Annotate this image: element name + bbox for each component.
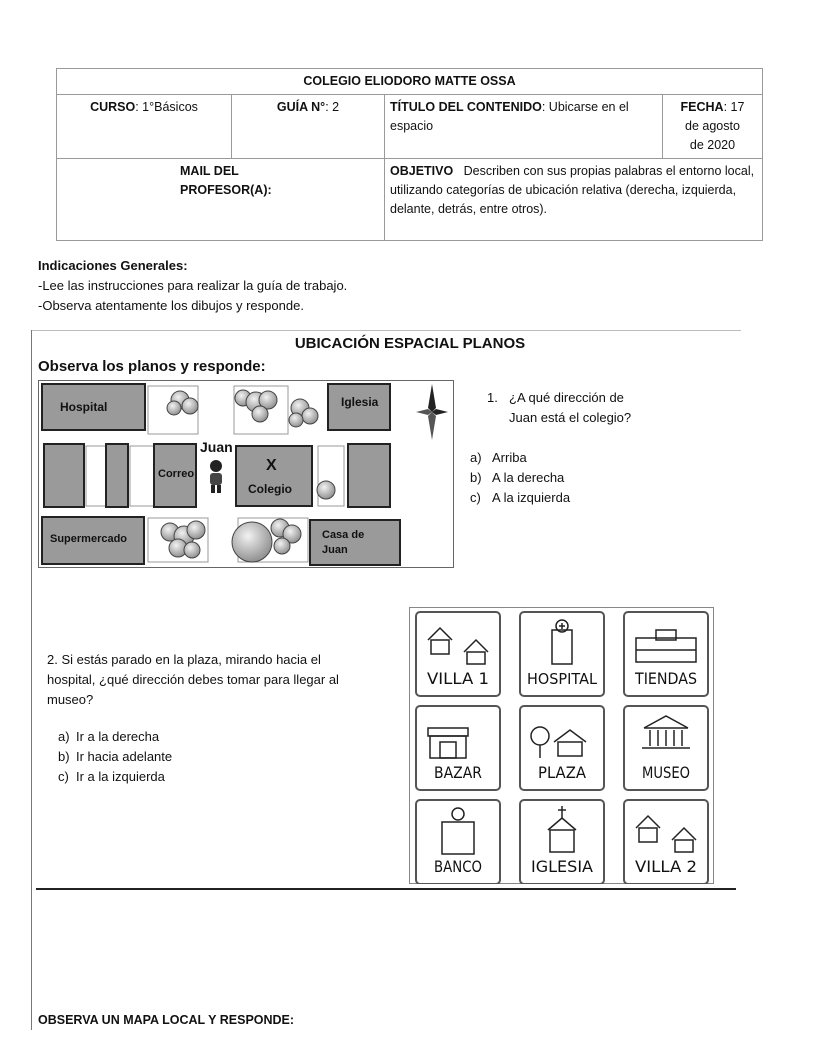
q2-text-3: museo? (47, 692, 94, 707)
section-title: UBICACIÓN ESPACIAL PLANOS (294, 335, 526, 352)
school-name: COLEGIO ELIODORO MATTE OSSA (303, 74, 516, 88)
tile-label: HOSPITAL (527, 670, 598, 688)
tile-villa-2 (624, 800, 708, 884)
q2-option-a[interactable]: a) Ir a la derecha (58, 729, 160, 744)
x-marker: X (266, 457, 277, 474)
indicaciones-line-1: -Lee las instrucciones para realizar la guía de trabajo. (38, 278, 348, 293)
titulo-cell (385, 95, 663, 159)
tile-hospital (520, 612, 604, 696)
tile-label: TIENDAS (634, 669, 697, 688)
section-bottom-divider (36, 888, 736, 890)
q1-option-c[interactable]: c) A la izquierda (470, 490, 571, 505)
mail-label: MAIL DEL PROFESOR(A): (180, 164, 272, 197)
section-top-divider (31, 330, 741, 331)
casa-de-juan-building (310, 520, 400, 565)
q1-options (470, 448, 570, 508)
q2-text-2: hospital, ¿qué dirección debes tomar para llegar al (47, 672, 339, 687)
tile-label: BANCO (434, 857, 482, 876)
tile-plaza (520, 706, 604, 790)
objetivo-value: Describen con sus propias palabras el entorno local, utilizando categorías de ubicación relativa (derecha, izquierda, delante, detrás, entre otros). (390, 164, 755, 216)
casa-label-1: Casa de (322, 529, 365, 541)
mail-cell (57, 159, 385, 241)
q1-option-b[interactable]: b) A la derecha (470, 470, 565, 485)
q1-option-a[interactable]: a) Arriba (470, 450, 527, 465)
curso-label: CURSO (90, 100, 136, 114)
iglesia-label: Iglesia (341, 395, 379, 409)
hospital-building (42, 384, 145, 430)
fecha-label: FECHA (680, 100, 724, 114)
tile-bazar (416, 706, 500, 790)
colegio-label: Colegio (248, 482, 292, 496)
guia-label: GUÍA N° (276, 100, 326, 114)
tile-museo (624, 706, 708, 790)
objetivo-label: OBJETIVO (390, 164, 454, 178)
correo-building (154, 444, 196, 507)
bottom-instruction: OBSERVA UN MAPA LOCAL Y RESPONDE: (38, 1013, 295, 1027)
tile-label: MUSEO (642, 763, 690, 782)
tile-tiendas (624, 612, 708, 696)
iglesia-building (328, 384, 390, 430)
q2-options (58, 727, 172, 787)
tile-villa-1 (416, 612, 500, 696)
objetivo-cell (385, 159, 763, 241)
supermercado-building (42, 517, 144, 564)
tile-label: IGLESIA (531, 857, 594, 876)
indicaciones (38, 256, 347, 316)
school-name-cell (57, 69, 763, 95)
header-table (56, 68, 763, 241)
curso-value: : 1°Básicos (135, 100, 198, 114)
tile-label: VILLA 2 (635, 857, 697, 876)
fecha-cell (663, 95, 763, 159)
colegio-building (236, 446, 312, 506)
q1-text-2: Juan está el colegio? (509, 410, 632, 425)
casa-label-2: Juan (322, 544, 348, 556)
guia-cell (232, 95, 385, 159)
town-tiles-map (409, 607, 714, 884)
indicaciones-title: Indicaciones Generales: (38, 258, 188, 273)
guia-value: : 2 (325, 100, 340, 114)
question-2 (47, 650, 339, 710)
section-left-divider (31, 330, 32, 1030)
titulo-value: : Ubicarse en el espacio (390, 100, 629, 133)
q2-text-1: 2. Si estás parado en la plaza, mirando hacia el (47, 652, 321, 667)
q2-option-c[interactable]: c) Ir a la izquierda (58, 769, 165, 784)
hospital-label: Hospital (60, 400, 108, 414)
q1-number: 1. (487, 390, 498, 405)
correo-label: Correo (158, 468, 195, 480)
indicaciones-line-2: -Observa atentamente los dibujos y responde. (38, 298, 304, 313)
neighborhood-plan-map (38, 380, 454, 568)
curso-cell (57, 95, 232, 159)
q1-text-1: ¿A qué dirección de (509, 390, 624, 405)
juan-label: Juan (200, 439, 233, 455)
section-subtitle: Observa los planos y responde: (38, 358, 266, 375)
tile-iglesia (520, 800, 604, 884)
question-1 (487, 388, 631, 428)
supermercado-label: Supermercado (50, 533, 128, 545)
fecha-value: : 17 de agosto de 2020 (685, 100, 745, 152)
tile-label: BAZAR (434, 763, 482, 782)
tile-label: PLAZA (538, 763, 587, 782)
tile-label: VILLA 1 (427, 669, 489, 688)
titulo-label: TÍTULO DEL CONTENIDO (390, 100, 542, 114)
q2-option-b[interactable]: b) Ir hacia adelante (58, 749, 173, 764)
tile-banco (416, 800, 500, 884)
